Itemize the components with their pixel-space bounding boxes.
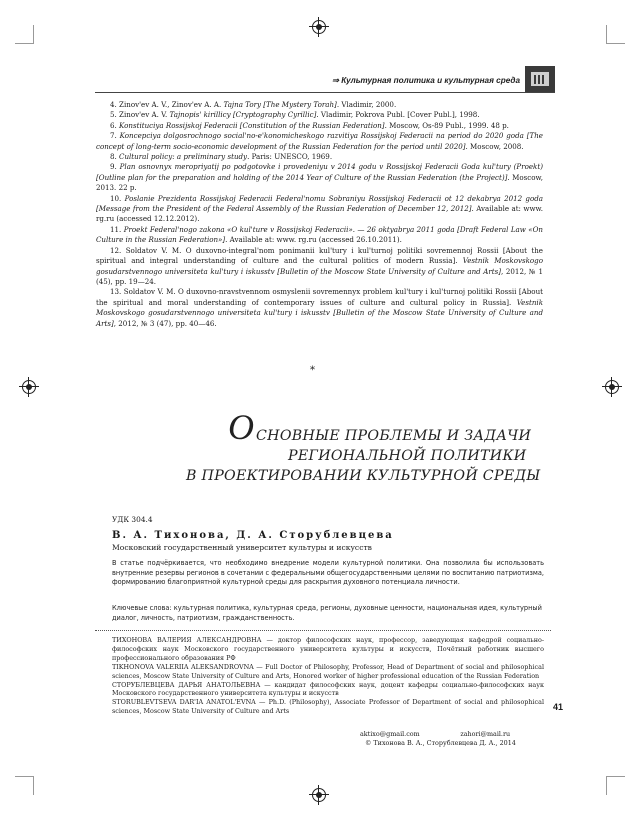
reference-text: . Moscow, 2008. [465,141,524,151]
reference-number: 11. [110,224,122,234]
abstract: В статье подчёркивается, что необходимо внедрение модели культурной политики. Она позволила бы использовать внутренние резервы регионов в сочетании с федеральными общегосударственными целями по воспитанию патриотизма, формированию благоприятной культурной среды для раскрытия духовного потенциала личности. [112,559,544,587]
reference-number: 4. [110,100,117,109]
author-info-item: STORUBLEVTSEVA DAR'IA ANATOL'EVNA — Ph.D. (Philosophy), Associate Professor of Department of social and philosophical sciences, Moscow State University of Culture and Arts [112,698,544,716]
reference-item [96,162,543,193]
registration-mark-left [22,380,36,394]
reference-italic: Tajnopis' kirillicy [Cryptography Cyrillic] [169,110,317,120]
reference-item [96,131,543,152]
author-info-item: TIKHONOVA VALERIIA ALEKSANDROVNA — Full Doctor of Philosophy, Professor, Head of Department of social and philosophical sciences, Moscow State University of Culture and Arts, Honored worker of higher professional education of the Russian Federation [112,662,544,680]
title-line-2: РЕГИОНАЛЬНОЙ ПОЛИТИКИ [288,448,527,464]
reference-list [96,100,543,329]
title-initial: О [228,407,254,447]
reference-italic: Cultural policy: a preliminary study [119,152,248,162]
crop-mark-tr [606,25,625,44]
reference-italic: Tajna Tory [The Mystery Torah] [223,100,337,109]
crop-mark-br [606,776,625,795]
reference-item [96,152,543,162]
reference-text: , 2012, № 1 (45), pp. 19—24. [96,266,543,286]
reference-text: . Vladimir, Pokrova Publ. [Cover Publ.], 1998. [316,110,480,120]
reference-number: 10. [110,193,122,203]
separator-star: * [310,365,315,376]
reference-number: 8. [110,152,117,162]
reference-text: Zinov'ev A. V. [119,110,170,120]
reference-item [96,100,543,110]
reference-number: 13. [110,287,122,297]
reference-text: Soldatov V. M. O duxovno-integral'nom ponimanii kul'tury i kul'turnoj politiki sovremennoj Rossii [About the spiritual and integral understanding of culture and the cultural politics of modern Russia]. [96,245,543,266]
reference-number: 5. [110,110,117,120]
reference-italic: Plan osnovnyx meropriyatij po podgotovke i provedeniyu v 2014 godu v Rossijskoj Federacii Goda kul'tury (Proekt) [Outline plan for the preparation and holding of the 2014 Year of Culture of the Russian Federation (the Project)] [96,162,543,182]
dotted-divider [95,630,551,631]
reference-text: . Moscow, Os-89 Publ., 1999. 48 p. [384,120,509,130]
reference-italic: Poslanie Prezidenta Rossijskoj Federacii Federal'nomu Sobraniyu Rossijskoj Federacii ot 12 dekabrya 2012 goda [Message from the President of the Federal Assembly of the Russian Federation of December 12, 2012] [96,193,543,214]
registration-mark-right [605,380,619,394]
authors: В. А. Тихонова, Д. А. Сторублевцева [112,530,394,541]
reference-item [96,121,543,131]
author-info-item: СТОРУБЛЕВЦЕВА ДАРЬЯ АНАТОЛЬЕВНА — кандидат философских наук, доцент кафедры социально-философских наук Московского государственного университета культуры и искусств [112,680,544,698]
header-arrow-icon: ⇒ [332,76,339,85]
affiliation: Московский государственный университет культуры и искусств [112,543,372,552]
reference-text: Soldatov V. M. O duxovno-nravstvennom osmyslenii sovremennyx problem kul'tury i kul'turnoj politiki Rossii [About the spiritual and moral understanding of contemporary issues of culture and cultural policy in Russia]. [96,287,543,307]
running-title: Культурная политика и культурная среда [341,76,520,85]
author-info-item: ТИХОНОВА ВАЛЕРИЯ АЛЕКСАНДРОВНА — доктор философских наук, профессор, заведующая кафедрой социально-философских наук Московского государственного университета культуры и искусств, Почётный работник высшего профессионального образования РФ [112,636,544,662]
reference-text: . Vladimir, 2000. [336,100,397,109]
reference-item [96,194,543,225]
reference-italic: Vestnik Moskovskogo gosudarstvennogo universiteta kul'tury i iskusstv [Bulletin of the Moscow State University of Culture and Arts] [96,256,543,276]
running-header [305,72,520,90]
title-line-3: В ПРОЕКТИРОВАНИИ КУЛЬТУРНОЙ СРЕДЫ [186,468,541,484]
keywords: Ключевые слова: культурная политика, культурная среда, регионы, духовные ценности, национальная идея, культурный диалог, личность, патриотизм, гражданственность. [112,604,542,622]
title-line-1: СНОВНЫЕ ПРОБЛЕМЫ И ЗАДАЧИ [256,428,532,444]
reference-number: 12. [110,245,122,255]
reference-item [96,246,543,288]
reference-italic: Vestnik Moskovskogo gosudarstvennogo universiteta kul'tury i iskusstv [Bulletin of the Moscow State University of Culture and Arts] [96,297,543,328]
registration-mark-top [312,20,326,34]
reference-text: . Paris: UNESCO, 1969. [247,152,333,162]
page-number: 41 [553,702,564,712]
udk-code: УДК 304.4 [112,515,153,524]
reference-italic: Koncepciya dolgosrochnogo social'no-e'konomicheskogo razvitiya Rossijskoj Federacii na period do 2020 goda [The concept of long-term socio-economic development of the Russian Federation for the period until 2020] [96,131,543,151]
copyright: © Тихонова В. А., Сторублевцева Д. А., 2014 [365,739,516,747]
author-info [112,636,544,716]
reference-number: 9. [110,162,117,172]
reference-text: , 2012, № 3 (47), pp. 40—46. [113,318,217,328]
reference-item [96,225,543,246]
reference-number: 6. [110,120,117,130]
journal-logo [525,66,555,92]
registration-mark-bottom [312,788,326,802]
header-rule [95,92,555,93]
reference-text: . Available at: www. rg.ru (accessed 12.12.2012). [96,204,543,224]
reference-text: . Moscow, 2013. 22 p. [96,172,543,193]
author-emails: aktixo@gmail.com zahori@mail.ru [360,730,511,738]
reference-text: . Available at: www. rg.ru (accessed 26.10.2011). [225,235,402,245]
reference-italic: Proekt Federal'nogo zakona «O kul'ture v Rossijskoj Federacii». — 26 oktyabrya 2011 goda [Draft Federal Law «On Culture in the Russian Federation»] [96,224,543,245]
crop-mark-tl [15,25,34,44]
reference-number: 7. [110,131,117,141]
reference-item [96,287,543,329]
crop-mark-bl [15,776,34,795]
reference-item [96,110,543,120]
reference-text: Zinov'ev A. V., Zinov'ev A. A. [119,100,224,109]
reference-italic: Konstituciya Rossijskoj Federacii [Constitution of the Russian Federation] [119,120,385,130]
